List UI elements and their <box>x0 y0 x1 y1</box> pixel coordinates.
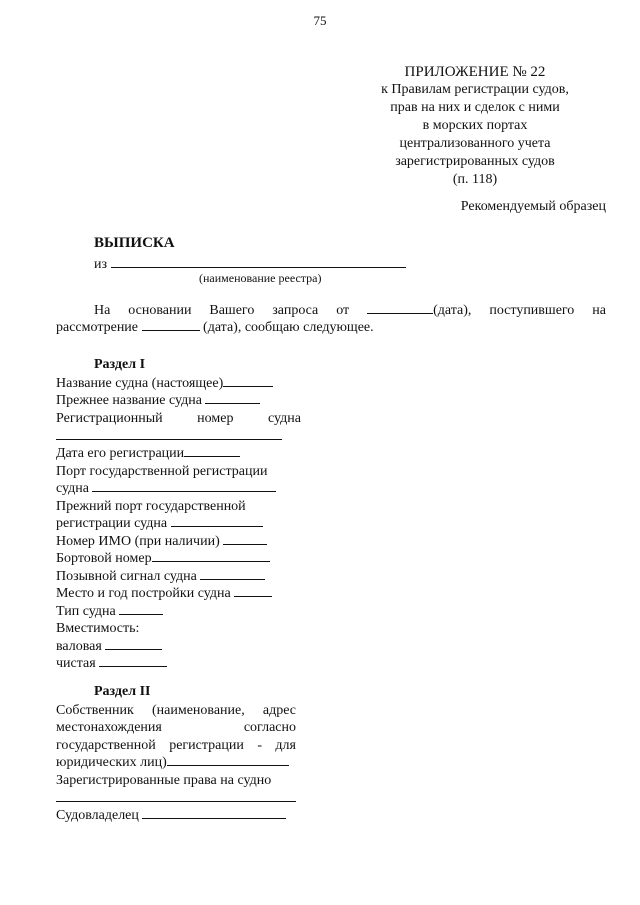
intro-paragraph <box>56 302 606 336</box>
intro-word: от <box>336 303 350 318</box>
field-imo-number: Номер ИМО (при наличии) <box>56 533 301 551</box>
field-capacity-label: Вместимость: <box>56 621 140 636</box>
document-title: ВЫПИСКА <box>94 235 175 251</box>
appendix-line: в морских портах <box>422 118 528 133</box>
field-shipowner: Судовладелец <box>56 807 296 825</box>
intro-word: поступившего <box>489 303 575 318</box>
registry-caption: (наименование реестра) <box>199 271 322 285</box>
appendix-line: прав на них и сделок с ними <box>390 100 560 115</box>
section-1-title: Раздел I <box>94 357 146 372</box>
registry-name-blank <box>111 256 406 268</box>
intro-word: рассмотрение <box>56 320 139 335</box>
field-net-tonnage: чистая <box>56 655 301 673</box>
registered-rights-blank <box>56 789 296 802</box>
field-registration-number: Регистрационный номер судна <box>56 410 301 426</box>
review-date-blank <box>142 319 200 331</box>
field-name-previous: Прежнее название судна <box>56 392 301 410</box>
field-name-current: Название судна (настоящее) <box>56 375 301 393</box>
field-call-sign: Позывной сигнал судна <box>56 568 301 586</box>
intro-word: на <box>592 303 606 318</box>
field-registration-date: Дата его регистрации <box>56 445 301 463</box>
registration-number-blank <box>56 427 282 440</box>
appendix-line: зарегистрированных судов <box>395 154 555 169</box>
appendix-line: централизованного учета <box>399 136 551 151</box>
intro-word: Вашего <box>209 303 255 318</box>
intro-word: основании <box>128 303 192 318</box>
intro-word: (дата), <box>433 303 472 318</box>
from-label: из <box>94 257 108 272</box>
section-2-title: Раздел II <box>94 684 151 699</box>
appendix-line: к Правилам регистрации судов, <box>381 82 569 97</box>
section-1: Раздел I Название судна (настоящее) Прежнее название судна Регистрационный номер судна Дата его регистрации Порт государственной регистрации судна Прежний порт государственной регистрации судна Номер ИМО (при наличии) Бортовой номер Позывной сигнал судна Место и год постройки судна Тип судна Вместимость: валовая чистая <box>56 357 301 671</box>
field-previous-port: Прежний порт государственной <box>56 498 246 514</box>
intro-word: На <box>94 303 111 318</box>
field-vessel-type: Тип судна <box>56 603 301 621</box>
request-date-group <box>367 302 471 319</box>
appendix-header <box>340 63 610 189</box>
request-date-blank <box>367 302 433 314</box>
field-board-number: Бортовой номер <box>56 550 301 568</box>
appendix-line: (п. 118) <box>452 172 498 187</box>
page-number: 75 <box>313 13 327 28</box>
field-place-year-built: Место и год постройки судна <box>56 585 301 603</box>
intro-line-1 <box>56 302 606 319</box>
field-registration-port: Порт государственной регистрации <box>56 463 268 479</box>
intro-word: запроса <box>272 303 319 318</box>
recommended-sample-note: Рекомендуемый образец <box>460 199 606 214</box>
field-owner: Собственник (наименование, адрес <box>56 702 296 718</box>
appendix-title: ПРИЛОЖЕНИЕ № 22 <box>404 64 546 80</box>
intro-text: (дата), сообщаю следующее. <box>203 320 374 335</box>
section-2: Раздел II Собственник (наименование, адрес местонахождения согласно государственной регистрации - для юридических лиц) Зарегистрированные права на судно Судовладелец <box>56 684 296 823</box>
field-gross-tonnage: валовая <box>56 638 301 656</box>
field-registered-rights: Зарегистрированные права на судно <box>56 772 272 788</box>
intro-line-2 <box>56 319 606 336</box>
